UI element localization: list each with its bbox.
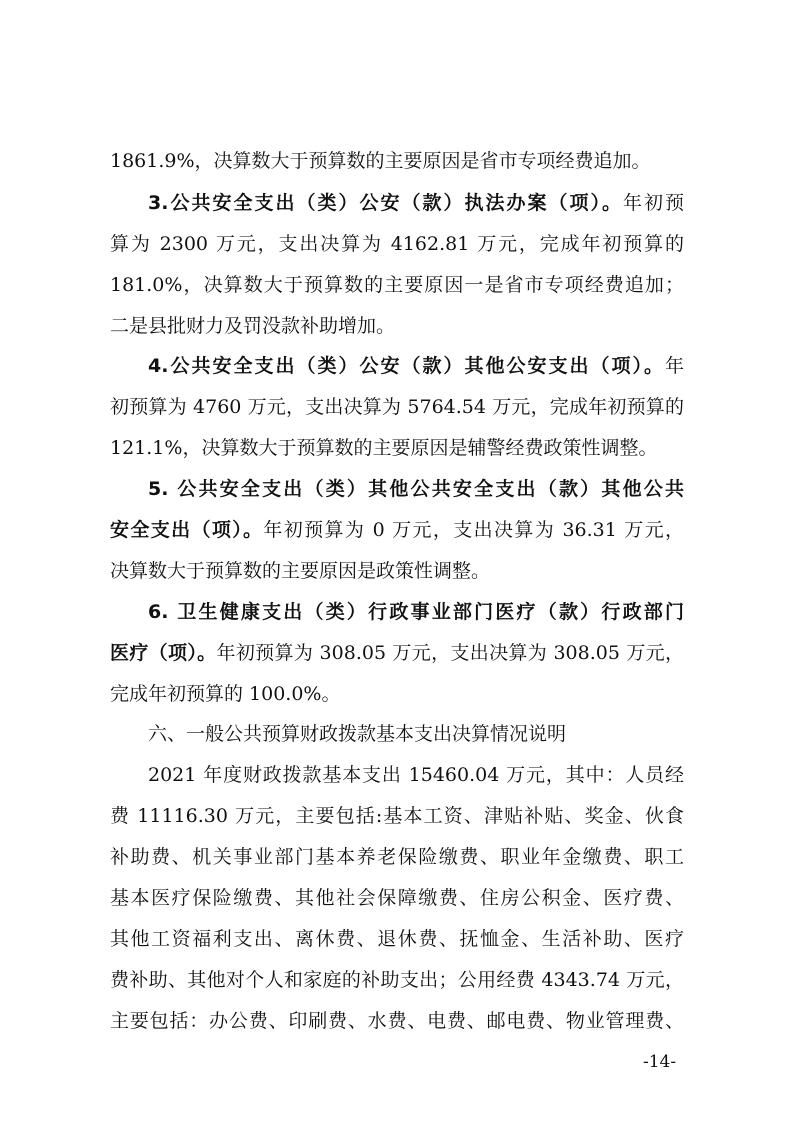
text-line — [148, 471, 684, 507]
text-line: 2021 年度财政拨款基本支出 15460.04 万元，其中：人员经 — [148, 764, 684, 786]
item-heading: 5. 公共安全支出（类）其他公共安全支出（款）其他公共 — [148, 478, 684, 500]
item-text: 年初预 — [622, 192, 684, 214]
text-line: 181.0%，决算数大于预算数的主要原因一是省市专项经费追加； — [110, 274, 684, 296]
item-heading: 医疗（项）。 — [110, 642, 217, 664]
page-number: -14- — [643, 1052, 677, 1072]
item-heading: 6. 卫生健康支出（类）行政事业部门医疗（款）行政部门 — [148, 601, 684, 623]
text-line: 121.1%，决算数大于预算数的主要原因是辅警经费政策性调整。 — [110, 437, 658, 459]
item-text: 年 — [664, 355, 684, 377]
text-line: 决算数大于预算数的主要原因是政策性调整。 — [110, 560, 491, 582]
text-line: 初预算为 4760 万元，支出决算为 5764.54 万元，完成年初预算的 — [110, 396, 684, 418]
item-heading: 3.公共安全支出（类）公安（款）执法办案（项）。 — [148, 192, 623, 214]
text-line: 费补助、其他对个人和家庭的补助支出；公用经费 4343.74 万元， — [110, 969, 684, 991]
item-text: 年初预算为 0 万元，支出决算为 36.31 万元， — [263, 519, 684, 541]
text-line: 费 11116.30 万元，主要包括:基本工资、津贴补贴、奖金、伙食 — [110, 805, 684, 827]
text-line — [148, 594, 684, 630]
text-line — [148, 348, 684, 384]
item-text: 年初预算为 308.05 万元，支出决算为 308.05 万元， — [216, 642, 684, 664]
item-heading: 安全支出（项）。 — [110, 519, 264, 541]
text-line: 基本医疗保险缴费、其他社会保障缴费、住房公积金、医疗费、 — [110, 887, 684, 909]
text-line: 完成年初预算的 100.0%。 — [110, 683, 341, 705]
text-line: 二是县批财力及罚没款补助增加。 — [110, 315, 396, 337]
text-line — [110, 635, 684, 671]
text-line: 主要包括：办公费、印刷费、水费、电费、邮电费、物业管理费、 — [110, 1010, 684, 1032]
text-line: 补助费、机关事业部门基本养老保险缴费、职业年金缴费、职工 — [110, 846, 684, 868]
text-line — [148, 185, 684, 221]
section-heading: 六、一般公共预算财政拨款基本支出决算情况说明 — [148, 723, 567, 745]
text-line: 1861.9%，决算数大于预算数的主要原因是省市专项经费追加。 — [110, 150, 651, 172]
text-line: 算为 2300 万元，支出决算为 4162.81 万元，完成年初预算的 — [110, 233, 684, 255]
text-line — [110, 512, 684, 548]
text-line: 其他工资福利支出、离休费、退休费、抚恤金、生活补助、医疗 — [110, 928, 684, 950]
item-heading: 4.公共安全支出（类）公安（款）其他公安支出（项）。 — [148, 355, 665, 377]
